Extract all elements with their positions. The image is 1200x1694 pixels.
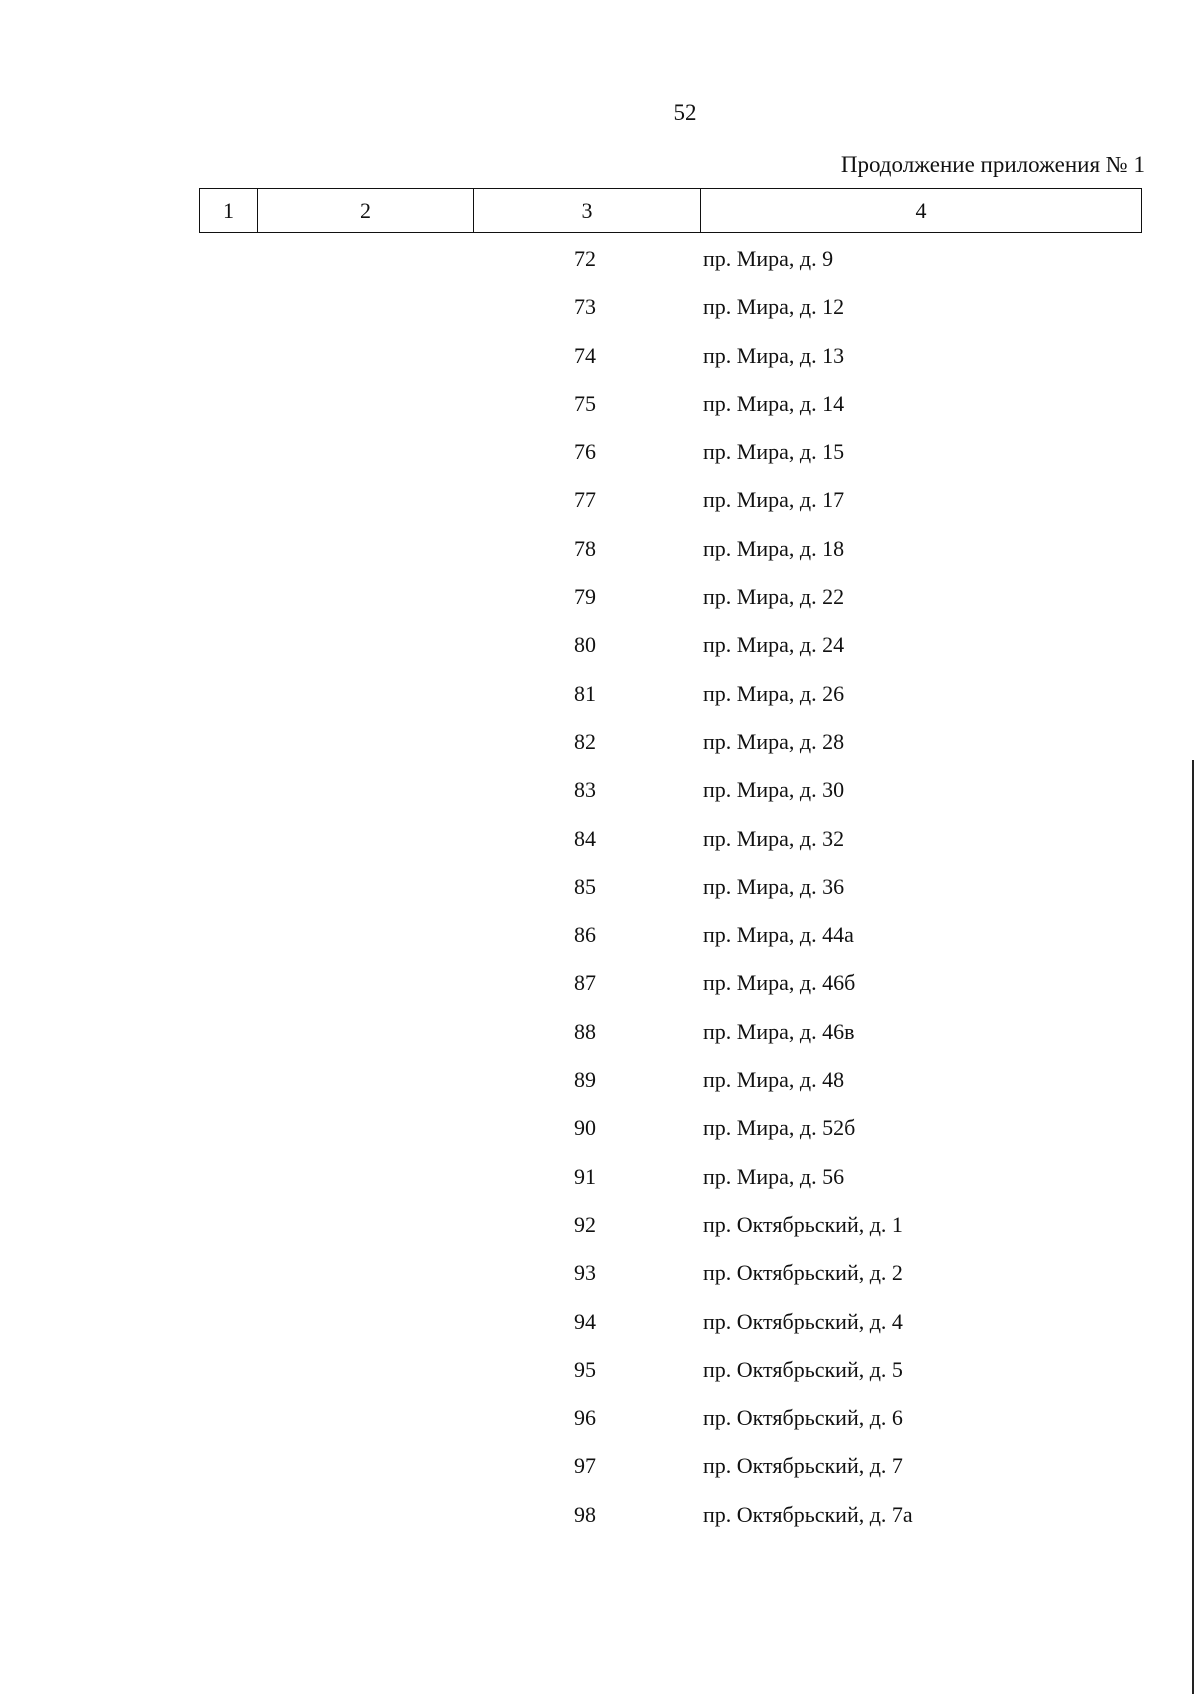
row-number: 92 [574, 1211, 596, 1237]
table-row [0, 818, 1200, 866]
row-address: пр. Мира, д. 32 [703, 825, 845, 851]
table-row [0, 479, 1200, 527]
row-number: 91 [574, 1163, 596, 1189]
continuation-title: Продолжение приложения № 1 [840, 152, 1145, 177]
row-address: пр. Октябрьский, д. 2 [703, 1260, 903, 1286]
row-address: пр. Октябрьский, д. 6 [703, 1405, 903, 1431]
table-header [199, 188, 1142, 233]
table-row [0, 383, 1200, 431]
row-address: пр. Мира, д. 15 [703, 439, 845, 465]
row-number: 80 [574, 632, 596, 658]
table-row [0, 624, 1200, 672]
row-address: пр. Мира, д. 30 [703, 777, 845, 803]
table-row [0, 1011, 1200, 1059]
table-row [0, 335, 1200, 383]
table-row [0, 1445, 1200, 1493]
row-number: 93 [574, 1260, 596, 1286]
page-number: 52 [673, 100, 697, 125]
row-number: 94 [574, 1308, 596, 1334]
row-number: 96 [574, 1405, 596, 1431]
table-body [0, 238, 1200, 1542]
row-address: пр. Мира, д. 18 [703, 535, 845, 561]
row-number: 97 [574, 1453, 596, 1479]
row-address: пр. Мира, д. 28 [703, 728, 845, 754]
table-row [0, 528, 1200, 576]
row-number: 82 [574, 728, 596, 754]
table-row [0, 1397, 1200, 1445]
table-row [0, 286, 1200, 334]
row-number: 72 [574, 246, 596, 271]
row-address: пр. Мира, д. 52б [703, 1115, 856, 1141]
row-address: пр. Мира, д. 36 [703, 873, 845, 899]
scan-edge-line [1192, 760, 1194, 1694]
row-number: 89 [574, 1067, 596, 1093]
table-row [0, 721, 1200, 769]
table-row [0, 1059, 1200, 1107]
row-address: пр. Мира, д. 13 [703, 342, 845, 368]
row-number: 81 [574, 680, 596, 706]
row-number: 84 [574, 825, 596, 851]
table-row [0, 962, 1200, 1010]
table-row [0, 1494, 1200, 1542]
row-address: пр. Октябрьский, д. 7а [703, 1501, 913, 1527]
header-col-3: 3 [474, 189, 701, 232]
table-row [0, 914, 1200, 962]
row-number: 98 [574, 1501, 596, 1527]
header-col-1: 1 [200, 189, 258, 232]
row-number: 74 [574, 342, 596, 368]
row-address: пр. Мира, д. 22 [703, 584, 845, 610]
table-row [0, 769, 1200, 817]
row-number: 85 [574, 873, 596, 899]
row-address: пр. Октябрьский, д. 1 [703, 1211, 903, 1237]
header-col-2: 2 [258, 189, 474, 232]
row-address: пр. Мира, д. 12 [703, 294, 845, 320]
table-row [0, 238, 1200, 286]
table-row [0, 1349, 1200, 1397]
row-number: 76 [574, 439, 596, 465]
header-col-4: 4 [915, 197, 927, 223]
row-address: пр. Мира, д. 26 [703, 680, 845, 706]
row-number: 78 [574, 535, 596, 561]
table-row [0, 431, 1200, 479]
row-number: 90 [574, 1115, 596, 1141]
row-number: 73 [574, 294, 596, 320]
row-address: пр. Октябрьский, д. 7 [703, 1453, 903, 1479]
row-number: 75 [574, 390, 596, 416]
table-row [0, 576, 1200, 624]
row-address: пр. Октябрьский, д. 4 [703, 1308, 903, 1334]
table-row [0, 1204, 1200, 1252]
row-address: пр. Мира, д. 24 [703, 632, 845, 658]
row-number: 87 [574, 970, 596, 996]
row-address: пр. Мира, д. 56 [703, 1163, 845, 1189]
row-number: 95 [574, 1356, 596, 1382]
row-address: пр. Мира, д. 17 [703, 487, 845, 513]
table-row [0, 1301, 1200, 1349]
row-address: пр. Мира, д. 48 [703, 1067, 845, 1093]
row-address: пр. Мира, д. 9 [703, 246, 834, 271]
row-number: 83 [574, 777, 596, 803]
row-address: пр. Мира, д. 46б [703, 970, 856, 996]
row-number: 86 [574, 922, 596, 948]
row-number: 77 [574, 487, 596, 513]
row-address: пр. Мира, д. 14 [703, 390, 845, 416]
row-address: пр. Мира, д. 44а [703, 922, 854, 948]
table-row [0, 1107, 1200, 1155]
row-number: 88 [574, 1018, 596, 1044]
table-row [0, 1252, 1200, 1300]
table-row [0, 866, 1200, 914]
row-address: пр. Мира, д. 46в [703, 1018, 855, 1044]
table-row [0, 1156, 1200, 1204]
table-row [0, 673, 1200, 721]
row-number: 79 [574, 584, 596, 610]
row-address: пр. Октябрьский, д. 5 [703, 1356, 903, 1382]
